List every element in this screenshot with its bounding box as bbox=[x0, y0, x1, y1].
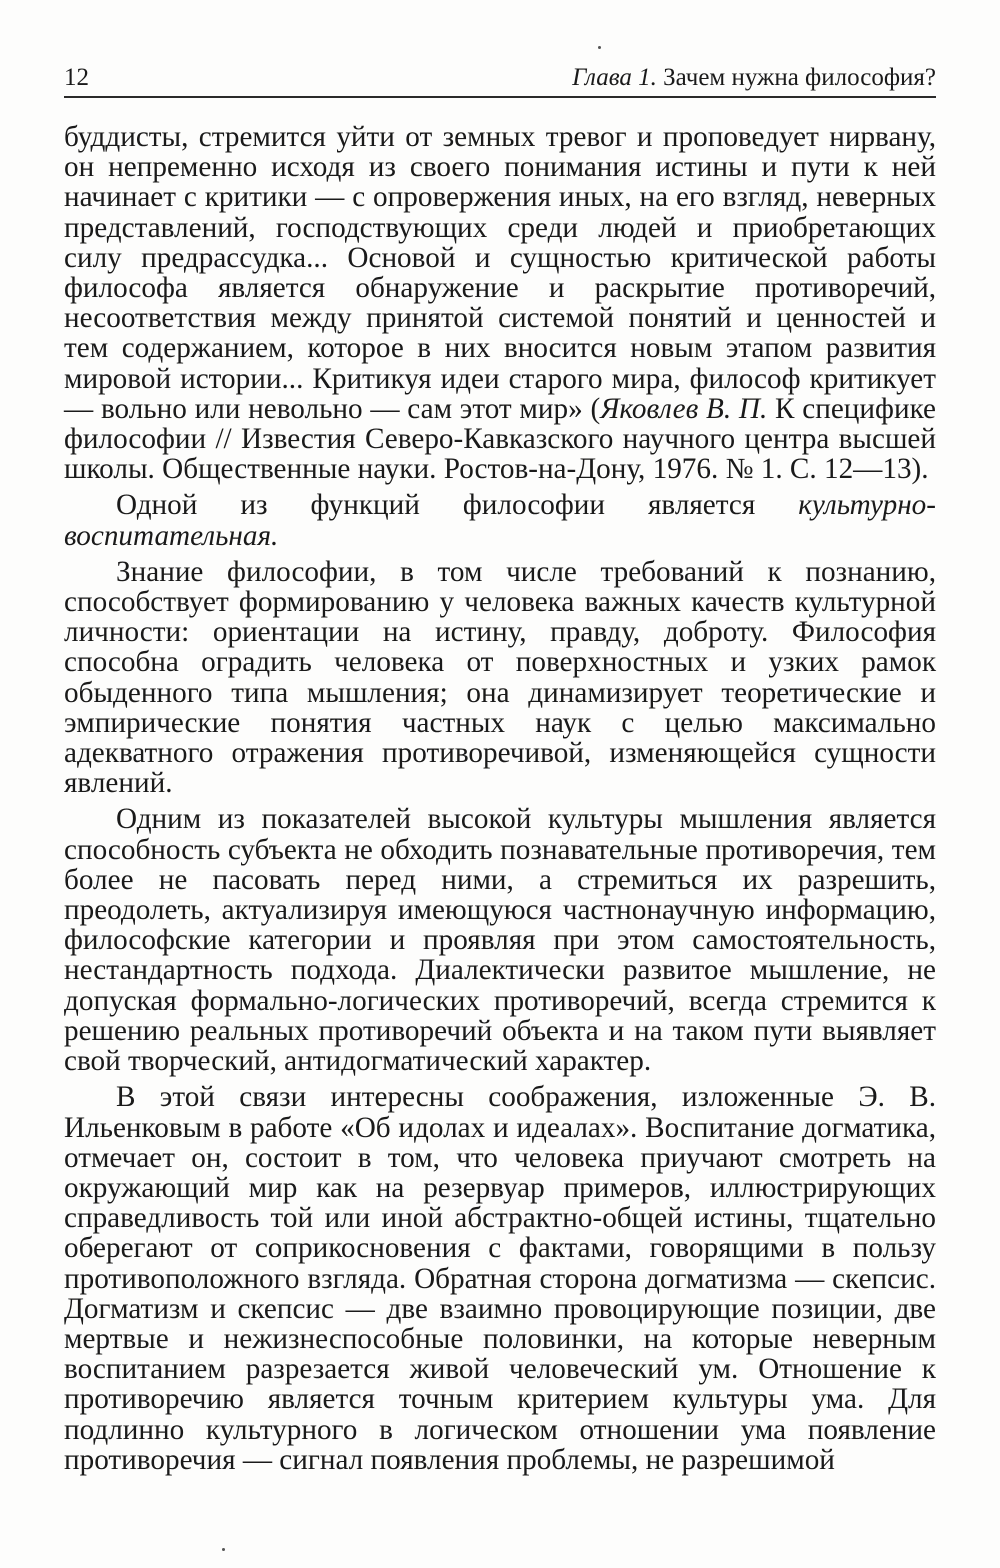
paragraph bbox=[64, 557, 936, 799]
text-run: буддисты, стремится уйти от земных тревог и проповедует нирвану, он непременно исходя из своего понимания истины и пути к ней начинает с критики — с опровержения иных, на его взгляд, неверных представлений, господствующих среди людей и приобретающих силу предрассудка... Основой и сущностью критической работы философа является обнаружение и раскрытие противоречий, несоответствия между принятой системой понятий и ценностей и тем содержанием, которое в них вносится новым этапом развития мировой истории... Критикуя идеи старого мира, философ критикует — вольно или невольно — сам этот мир» ( bbox=[64, 121, 936, 425]
chapter-name: Зачем нужна философия? bbox=[663, 64, 936, 91]
italic-text: культурно-воспитательная. bbox=[64, 489, 936, 552]
paragraph bbox=[64, 1082, 936, 1475]
chapter-prefix: Глава 1. bbox=[572, 64, 657, 91]
page-number: 12 bbox=[64, 64, 89, 91]
paragraph bbox=[64, 490, 936, 550]
scan-speck bbox=[222, 1548, 225, 1551]
text-run: К специфике философии // Известия Северо-Кавказского научного центра высшей школы. Общественные науки. Ростов-на-Дону, 1976. № 1. С. 12—13). bbox=[64, 392, 936, 486]
paragraph bbox=[64, 804, 936, 1076]
scan-speck bbox=[598, 46, 601, 49]
text-run: Одной из функций философии является bbox=[116, 489, 799, 522]
text-run: Одним из показателей высокой культуры мышления является способность субъекта не обходить познавательные противоречия, тем более не пасовать перед ними, а стремиться их разрешить, преодолеть, актуализируя имеющуюся частнонаучную информацию, философские категории и проявляя при этом самостоятельность, нестандартность подхода. Диалектически развитое мышление, не допуская формально-логических противоречий, всегда стремится к решению реальных противоречий объекта и на таком пути выявляет свой творческий, антидогматический характер. bbox=[64, 803, 936, 1078]
text-run: Знание философии, в том числе требований к познанию, способствует формированию у человека важных качеств культурной личности: ориентации на истину, правду, доброту. Философия способна оградить человека от поверхностных и узких рамок обыденного типа мышления; она динамизирует теоретические и эмпирические понятия частных наук с целью максимально адекватного отражения противоречивой, изменяющейся сущности явлений. bbox=[64, 555, 936, 800]
text-run: В этой связи интересны соображения, изложенные Э. В. Ильенковым в работе «Об идолах и идеалах». Воспитание догматика, отмечает он, состоит в том, что человека приучают смотреть на окружающий мир как на резервуар примеров, иллюстрирующих справедливость той или иной абстрактно-общей истины, тщательно оберегают от соприкосновения с фактами, говорящими в пользу противоположного взгляда. Обратная сторона догматизма — скепсис. Догматизм и скепсис — две взаимно провоцирующие позиции, две мертвые и нежизнеспособные половинки, на которые неверным воспитанием разрезается живой человеческий ум. Отношение к противоречию является точным критерием культуры ума. Для подлинно культурного в логическом отношении ума появление противоречия — сигнал появления проблемы, не разрешимой bbox=[64, 1081, 936, 1476]
paragraph bbox=[64, 122, 936, 484]
chapter-title bbox=[572, 64, 936, 92]
italic-text: Яковлев В. П. bbox=[600, 392, 768, 425]
body-text bbox=[64, 122, 936, 1481]
running-head bbox=[64, 62, 936, 98]
